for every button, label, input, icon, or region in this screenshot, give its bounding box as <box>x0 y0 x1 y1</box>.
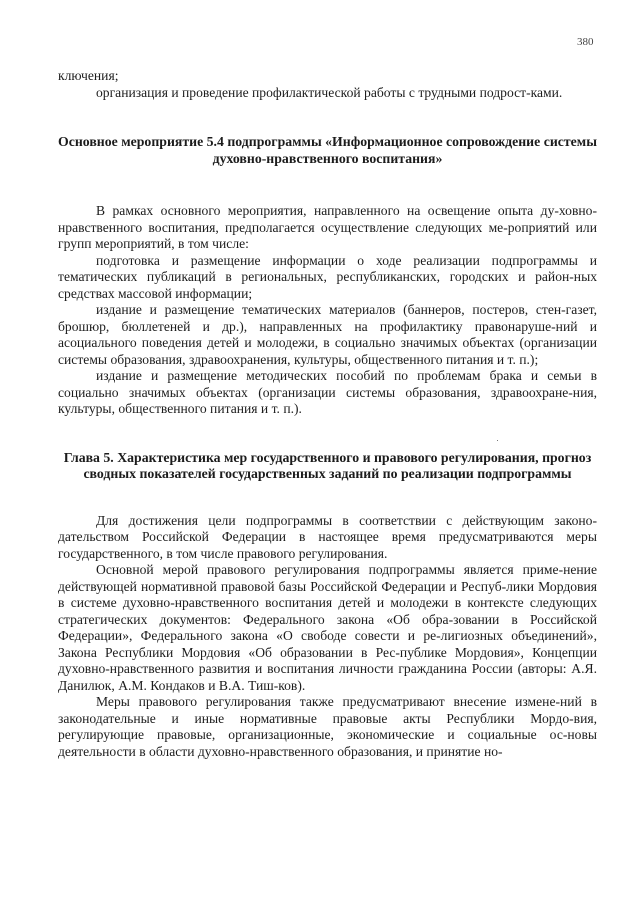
page-body <box>58 68 597 760</box>
continuation-line: ключения; <box>58 68 119 83</box>
paragraph: В рамках основного мероприятия, направленного на освещение опыта ду-ховно-нравственного воспитания, предполагается осуществление следующих ме-роприятий или групп мероприятий, в том числе: <box>58 203 597 251</box>
paragraph: Меры правового регулирования также предусматривают внесение измене-ний в законодательные и иные нормативные правовые акты Республики Мордо-вия, регулирующие правовые, организационные, экономические и социальные ос-новы деятельности в области духовно-нравственного образования, и принятие но- <box>58 694 597 759</box>
scan-speck <box>497 440 498 441</box>
paragraph: подготовка и размещение информации о ходе реализации подпрограммы и тематических публикаций в региональных, республиканских, городских и район-ных средствах массовой информации; <box>58 252 597 301</box>
section-heading: Основное мероприятие 5.4 подпрограммы «Информационное сопровождение системы духовно-нравственного воспитания» <box>58 134 597 166</box>
paragraph: издание и размещение тематических материалов (баннеров, постеров, стен-газет, брошюр, бюллетеней и др.), направленных на профилактику правонаруше-ний и асоциального поведения детей и молодежи, в социально значимых объектах (организации системы образования, здравоохранения, культуры, общественного питания и т. п.); <box>58 302 597 367</box>
paragraph: организация и проведение профилактической работы с трудными подрост-ками. <box>96 84 563 100</box>
chapter-heading: Глава 5. Характеристика мер государственного и правового регулирования, прогноз сводных показателей государственных заданий по реализации подпрограммы <box>63 449 592 481</box>
paragraph: издание и размещение методических пособий по проблемам брака и семьи в социально значимых объектах (организации системы образования, здравоохране-ния, культуры, общественного питания и т. п.). <box>58 368 597 416</box>
paragraph: Для достижения цели подпрограммы в соответствии с действующим законо-дательством Российской Федерации в настоящее время предусматриваются меры государственного, в том числе правового регулирования. <box>58 512 597 561</box>
paragraph: Основной мерой правового регулирования подпрограммы является приме-нение действующей нормативной правовой базы Российской Федерации и Респуб-лики Мордовия в системе духовно-нравственного воспитания детей и молодежи в контексте следующих стратегических документов: Федерального закона «Об обра-зовании в Российской Федерации», Федерального закона «О свободе совести и ре-лигиозных объединений», Закона Республики Мордовия «Об образовании в Рес-публике Мордовия», Концепции духовно-нравственного развития и воспитания личности гражданина России (авторы: А.Я. Данилюк, А.М. Кондаков и В.А. Тиш-ков). <box>58 562 597 693</box>
page-number: 380 <box>577 36 594 48</box>
